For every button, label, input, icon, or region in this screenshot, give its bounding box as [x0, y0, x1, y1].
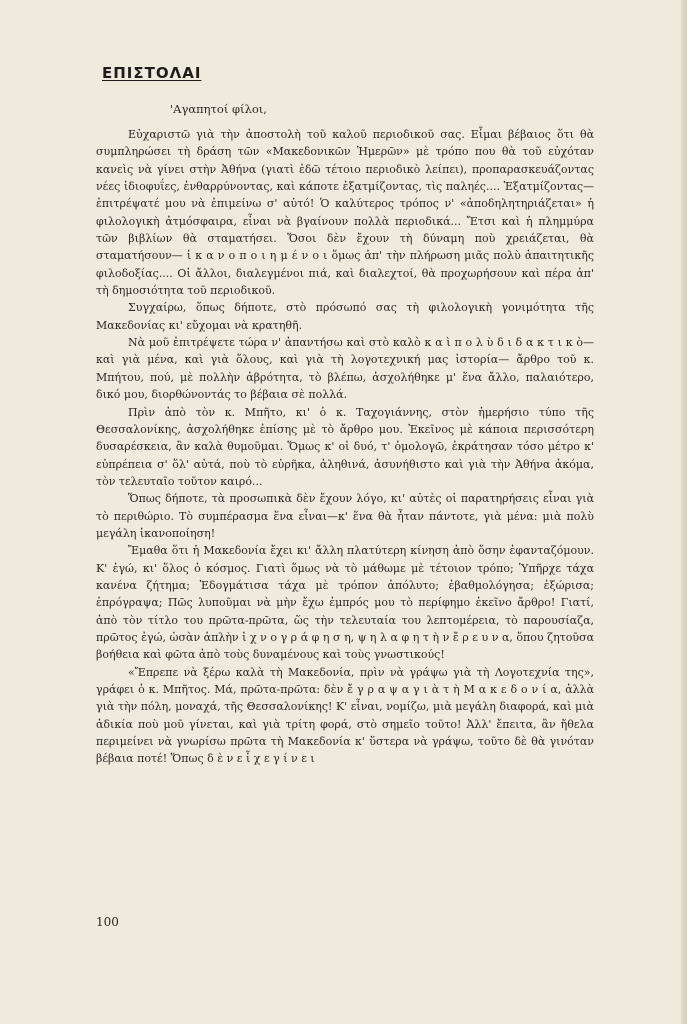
paragraph: Εὐχαριστῶ γιὰ τὴν ἀποστολὴ τοῦ καλοῦ περιοδικοῦ σας. Εἶμαι βέβαιος ὅτι θὰ συμπληρώσει τὴ δράση τῶν «Μακεδονικῶν Ἡμερῶν» μὲ τρόπο που θὰ τοῦ εὐχόταν κανεὶς νὰ γίνει στὴν Ἀθήνα (γιατὶ ἐδῶ τέτοιο περιοδικὸ λείπει), προπαρασκευάζοντας νέες ἰδιοφυΐες, ἐνθαρρύνοντας, καὶ κάποτε ἐξατμίζοντας, τὶς παληές.... Ἐξατμίζοντας—ἐπιτρέψατέ μου νὰ ἐπιμείνω σ' αὐτό! Ὁ καλύτερος τρόπος ν' «ἀποδηλητηριάζεται» ἡ φιλολογικὴ ἀτμόσφαιρα, εἶναι νὰ βγαίνουν πολλὰ περιοδικά... Ἔτσι καὶ ἡ πλημμύρα τῶν βιβλίων θὰ σταματήσει. Ὅσοι δὲν ἔχουν τὴ δύναμη ποὺ χρειάζεται, θὰ σταματήσουν— ἱ κ α ν ο π ο ι η μ έ ν ο ι ὅμως ἀπ' τὴν πλήρωση μιᾶς πολὺ ἀπαιτητικῆς φιλοδοξίας.... Οἱ ἄλλοι, διαλεγμένοι πιά, καὶ διαλεχτοί, θὰ προχωρήσουν καὶ πέρα ἀπ' τὴ δημοσιότητα τοῦ περιοδικοῦ.	[96, 128, 594, 298]
paragraph: Νὰ μοῦ ἐπιτρέψετε τώρα ν' ἀπαντήσω καὶ στὸ καλὸ κ α ὶ π ο λ ὺ δ ι δ α κ τ ι κ ὸ— καὶ γιὰ μένα, καὶ γιὰ ὅλους, καὶ γιὰ τὴ λογοτεχνική μας ἱστορία— ἄρθρο τοῦ κ. Μπήτου, πού, μὲ πολλὴν ἁβρότητα, τὸ βλέπω, ἀσχολήθηκε μ' ἕνα ἄλλο, παλαιότερο, δικό μου, διορθώνοντάς το βέβαια σὲ πολλά.	[96, 336, 594, 402]
paragraph: «Ἔπρεπε νὰ ξέρω καλὰ τὴ Μακεδονία, πρὶν νὰ γράψω γιὰ τὴ Λογοτεχνία της», γράφει ὁ κ. Μπῆτος. Μά, πρῶτα-πρῶτα: δὲν ἔ γ ρ α ψ α γ ι ὰ τ ὴ Μ α κ ε δ ο ν ί α, ἀλλὰ γιὰ τὴν πόλη, μοναχά, τῆς Θεσσαλονίκης! Κ' εἶναι, νομίζω, μιὰ μεγάλη διαφορά, καὶ μιὰ ἀδικία ποὺ μοῦ γίνεται, καὶ γιὰ τρίτη φορά, στὸ σημεῖο τοῦτο! Ἀλλ' ἔπειτα, ἂν ἤθελα περιμείνει νὰ γνωρίσω πρῶτα τὴ Μακεδονία κ' ὕστερα νὰ γράψω, τοῦτο δὲ θὰ γινόταν βέβαια ποτέ! Ὅπως δ ὲ ν ε ἶ χ ε γ ί ν ε ι	[96, 665, 594, 766]
salutation: 'Αγαπητοί φίλοι,	[170, 102, 267, 116]
paragraph: Πρὶν ἀπὸ τὸν κ. Μπῆτο, κι' ὁ κ. Ταχογιάννης, στὸν ἡμερήσιο τύπο τῆς Θεσσαλονίκης, ἀσχολήθηκε ἐπίσης μὲ τὸ ἄρθρο μου. Ἐκεῖνος μὲ κάποια περισσότερη δυσαρέσκεια, ἂν καλὰ θυμοῦμαι. Ὅμως κ' οἱ δυό, τ' ὁμολογῶ, ἐκράτησαν τόσο μέτρο κ' εὐπρέπεια σ' ὅλ' αὐτά, ποὺ τὸ εὑρῆκα, ἀληθινά, ἀσυνήθιστο καὶ γιὰ τὴν Ἀθήνα ἀκόμα, τὸν τελευταῖο τοῦτον καιρό...	[96, 405, 594, 488]
paragraph: Ὅπως δήποτε, τὰ προσωπικὰ δὲν ἔχουν λόγο, κι' αὐτὲς οἱ παρατηρήσεις εἶναι γιὰ τὸ περιθώριο. Τὸ συμπέρασμα ἕνα εἶναι—κ' ἕνα θὰ ἦταν πάντοτε, γιὰ μένα: μιὰ πολὺ μεγάλη ἱκανοποίηση!	[96, 492, 594, 540]
paragraph: Ἔμαθα ὅτι ἡ Μακεδονία ἔχει κι' ἄλλη πλατύτερη κίνηση ἀπὸ ὅσην ἐφανταζόμουν. Κ' ἐγώ, κι' ὅλος ὁ κόσμος. Γιατὶ ὅμως νὰ τὸ μάθωμε μὲ τέτοιον τρόπο; Ὑπῆρχε τάχα κανένα ζήτημα; Ἐδογμάτισα τάχα μὲ τρόπον ἀπόλυτο; ἐβαθμολόγησα; ἐξώρισα; ἐπρόγραψα; Πῶς λυποῦμαι νὰ μὴν ἔχω ἐμπρός μου τὸ περίφημο ἐκεῖνο ἄρθρο! Γιατί, ἀπὸ τὸν τίτλο του πρῶτα-πρῶτα, ὥς τὴν τελευταία του λεπτομέρεια, τὸ παρουσίαζα, πρῶτος ἐγώ, ὡσὰν ἁπλὴν ἰ χ ν ο γ ρ ά φ η σ η, ψ η λ α φ η τ ὴ ν ἔ ρ ε υ ν α, ὅπου ζητοῦσα βοήθεια καὶ φῶτα ἀπὸ τοὺς δυναμένους καὶ τοὺς γνωστικούς!	[96, 544, 594, 662]
page-number: 100	[96, 915, 119, 929]
page-edge	[681, 0, 687, 1024]
letter-body	[96, 126, 594, 768]
letters-heading: ΕΠΙΣΤΟΛΑΙ	[102, 64, 202, 82]
paragraph: Συγχαίρω, ὅπως δήποτε, στὸ πρόσωπό σας τὴ φιλολογικὴ γονιμότητα τῆς Μακεδονίας κι' εὔχομαι νὰ κρατηθῆ.	[96, 301, 594, 332]
